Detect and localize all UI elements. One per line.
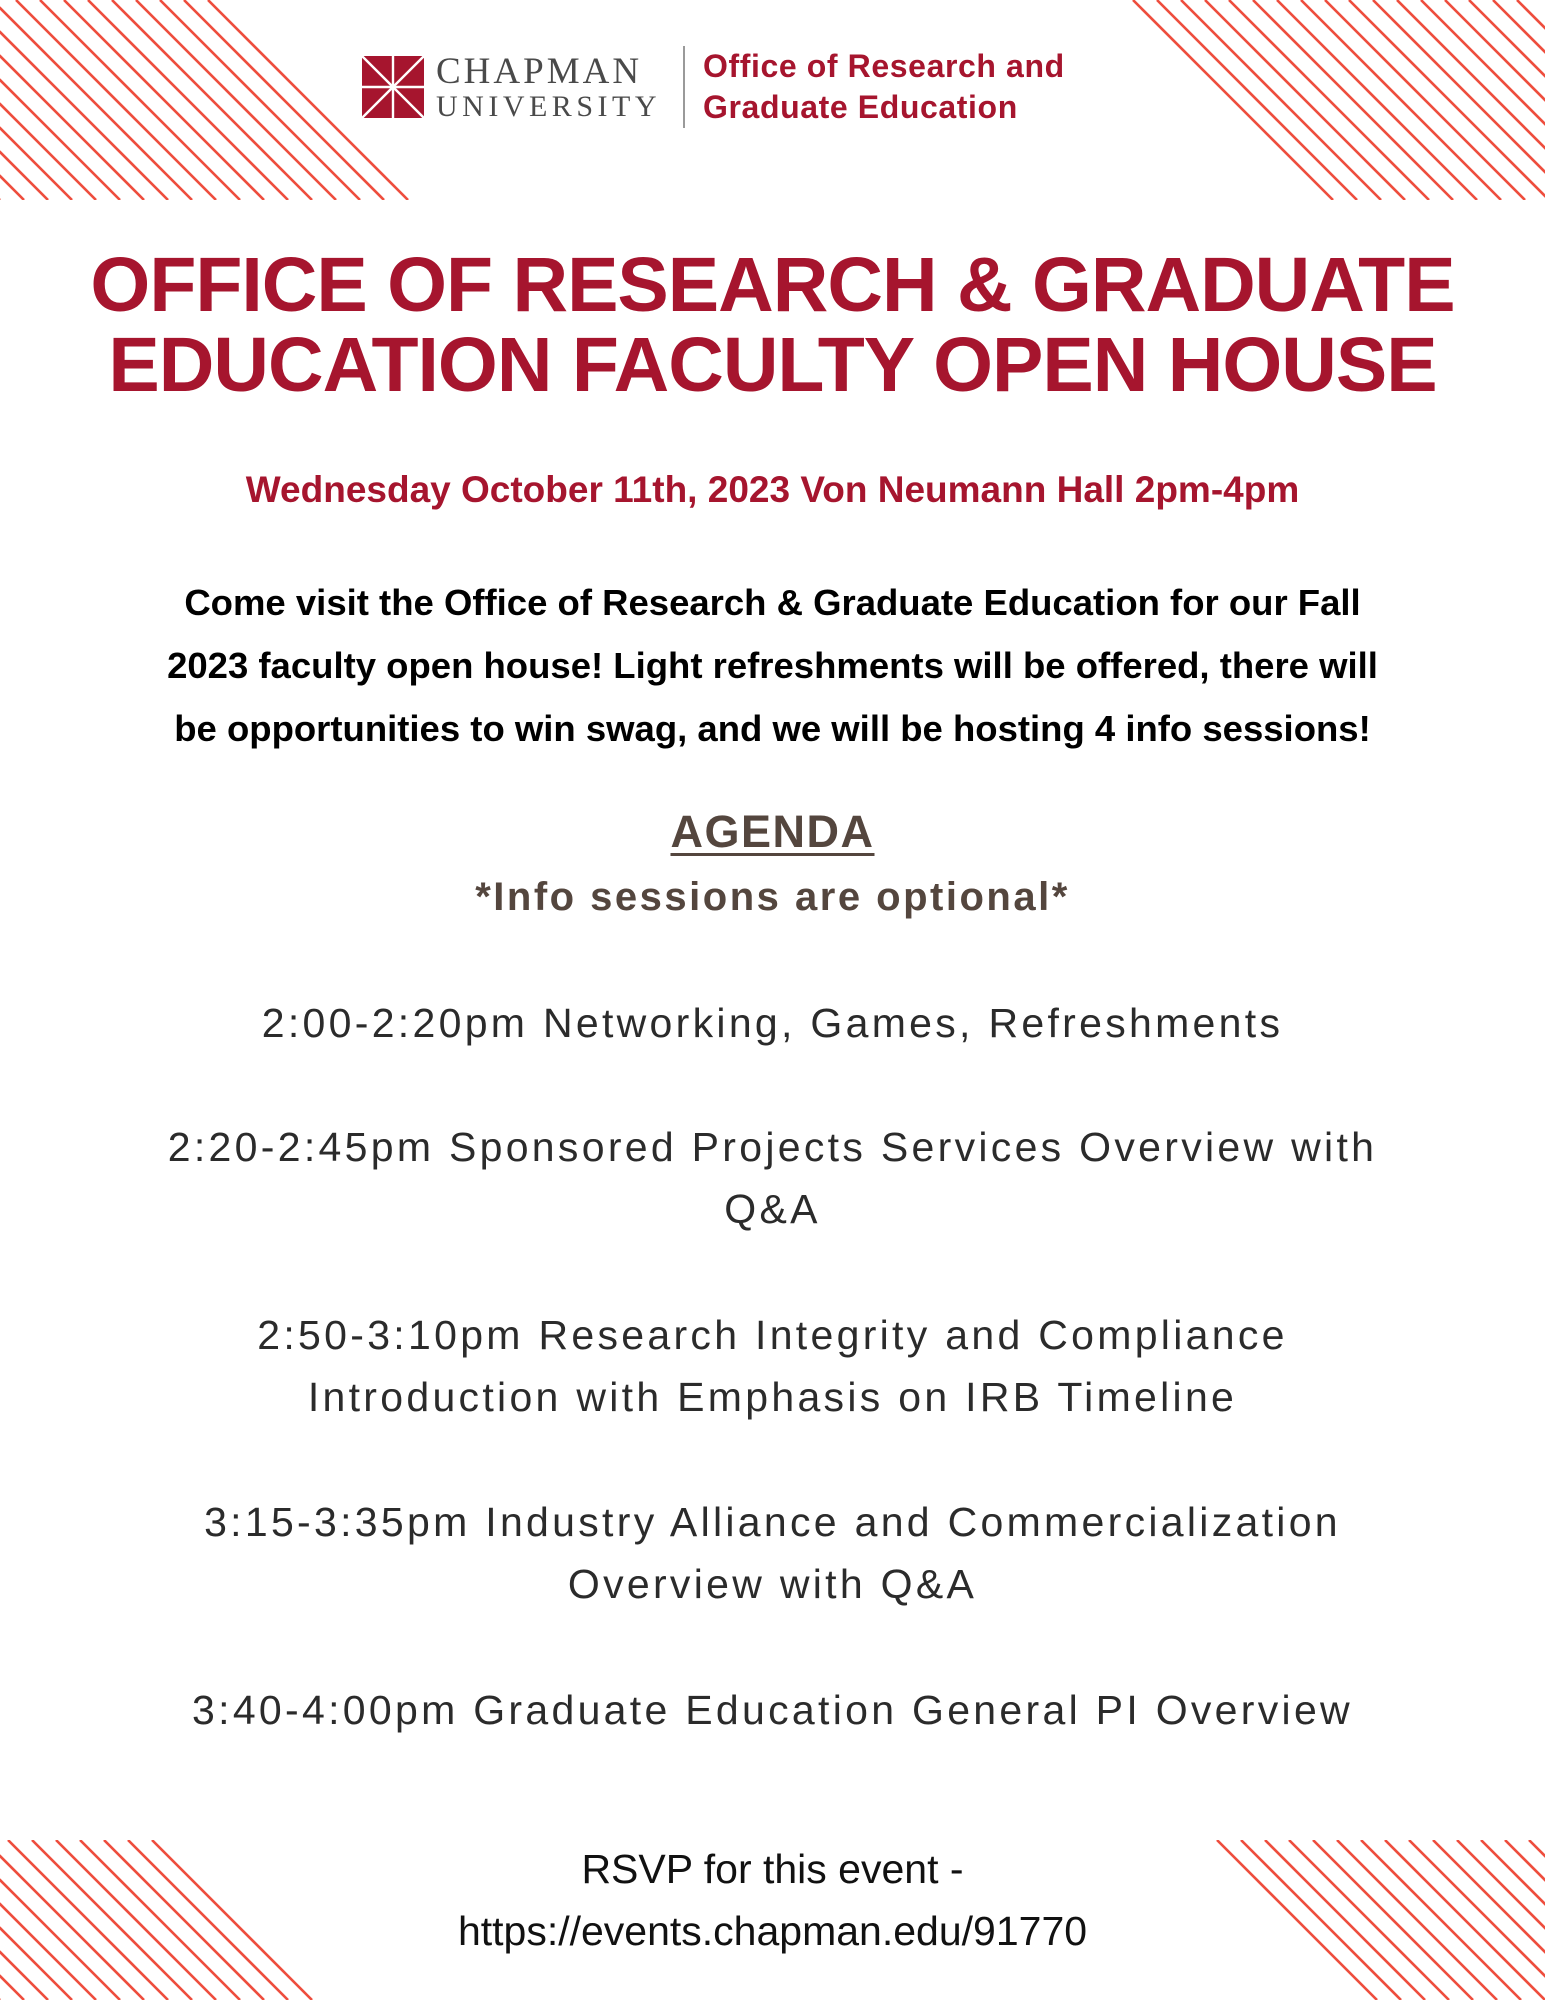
agenda-item-line-1: 3:40-4:00pm Graduate Education General PI Overview — [192, 1687, 1353, 1733]
corner-stripes-top-right — [1125, 0, 1545, 200]
agenda-item-line-1: 2:00-2:20pm Networking, Games, Refreshments — [261, 1000, 1284, 1046]
university-wordmark — [436, 50, 661, 123]
agenda-item-line-2: Introduction with Emphasis on IRB Timeline — [307, 1374, 1238, 1420]
header-logo — [362, 44, 1065, 130]
page-title — [0, 242, 1545, 408]
agenda-item — [70, 1679, 1475, 1741]
agenda-item-line-2: Q&A — [724, 1186, 821, 1232]
office-name-line-1: Office of Research and — [703, 48, 1065, 84]
logo-divider — [683, 46, 685, 128]
agenda-item-line-1: 2:50-3:10pm Research Integrity and Compliance — [257, 1312, 1288, 1358]
agenda-heading-text: AGENDA — [670, 806, 875, 857]
stripe-group — [0, 0, 408, 200]
corner-stripes-top-left — [0, 0, 420, 200]
agenda-item — [70, 1116, 1475, 1240]
agenda-item-line-2: Overview with Q&A — [567, 1561, 978, 1607]
intro-line-3: be opportunities to win swag, and we will be hosting 4 info sessions! — [174, 708, 1371, 749]
agenda-item — [70, 1304, 1475, 1428]
page-title-line-1: OFFICE OF RESEARCH & GRADUATE — [90, 242, 1455, 328]
event-date-location: Wednesday October 11th, 2023 Von Neumann Hall 2pm-4pm — [245, 469, 1300, 510]
agenda-note: *Info sessions are optional* — [475, 875, 1070, 919]
office-name-line-2: Graduate Education — [703, 89, 1018, 125]
agenda-item-line-1: 3:15-3:35pm Industry Alliance and Commercialization — [204, 1499, 1341, 1545]
agenda-item — [70, 1491, 1475, 1615]
agenda-heading — [0, 805, 1545, 859]
agenda-item — [70, 992, 1475, 1054]
intro-line-2: 2023 faculty open house! Light refreshments will be offered, there will — [167, 645, 1378, 686]
university-subtitle: UNIVERSITY — [436, 89, 661, 123]
stripe-group — [1133, 0, 1545, 200]
chapman-cross-square-icon — [362, 56, 424, 118]
rsvp-block — [0, 1838, 1545, 1962]
page-title-line-2: EDUCATION FACULTY OPEN HOUSE — [108, 322, 1437, 408]
university-name: CHAPMAN — [436, 50, 643, 92]
office-name — [703, 46, 1065, 128]
agenda-item-line-1: 2:20-2:45pm Sponsored Projects Services Overview with — [167, 1124, 1378, 1170]
rsvp-label: RSVP for this event - — [581, 1846, 964, 1892]
intro-paragraph — [60, 571, 1485, 760]
intro-line-1: Come visit the Office of Research & Graduate Education for our Fall — [184, 582, 1361, 623]
rsvp-link[interactable]: https://events.chapman.edu/91770 — [457, 1908, 1088, 1954]
